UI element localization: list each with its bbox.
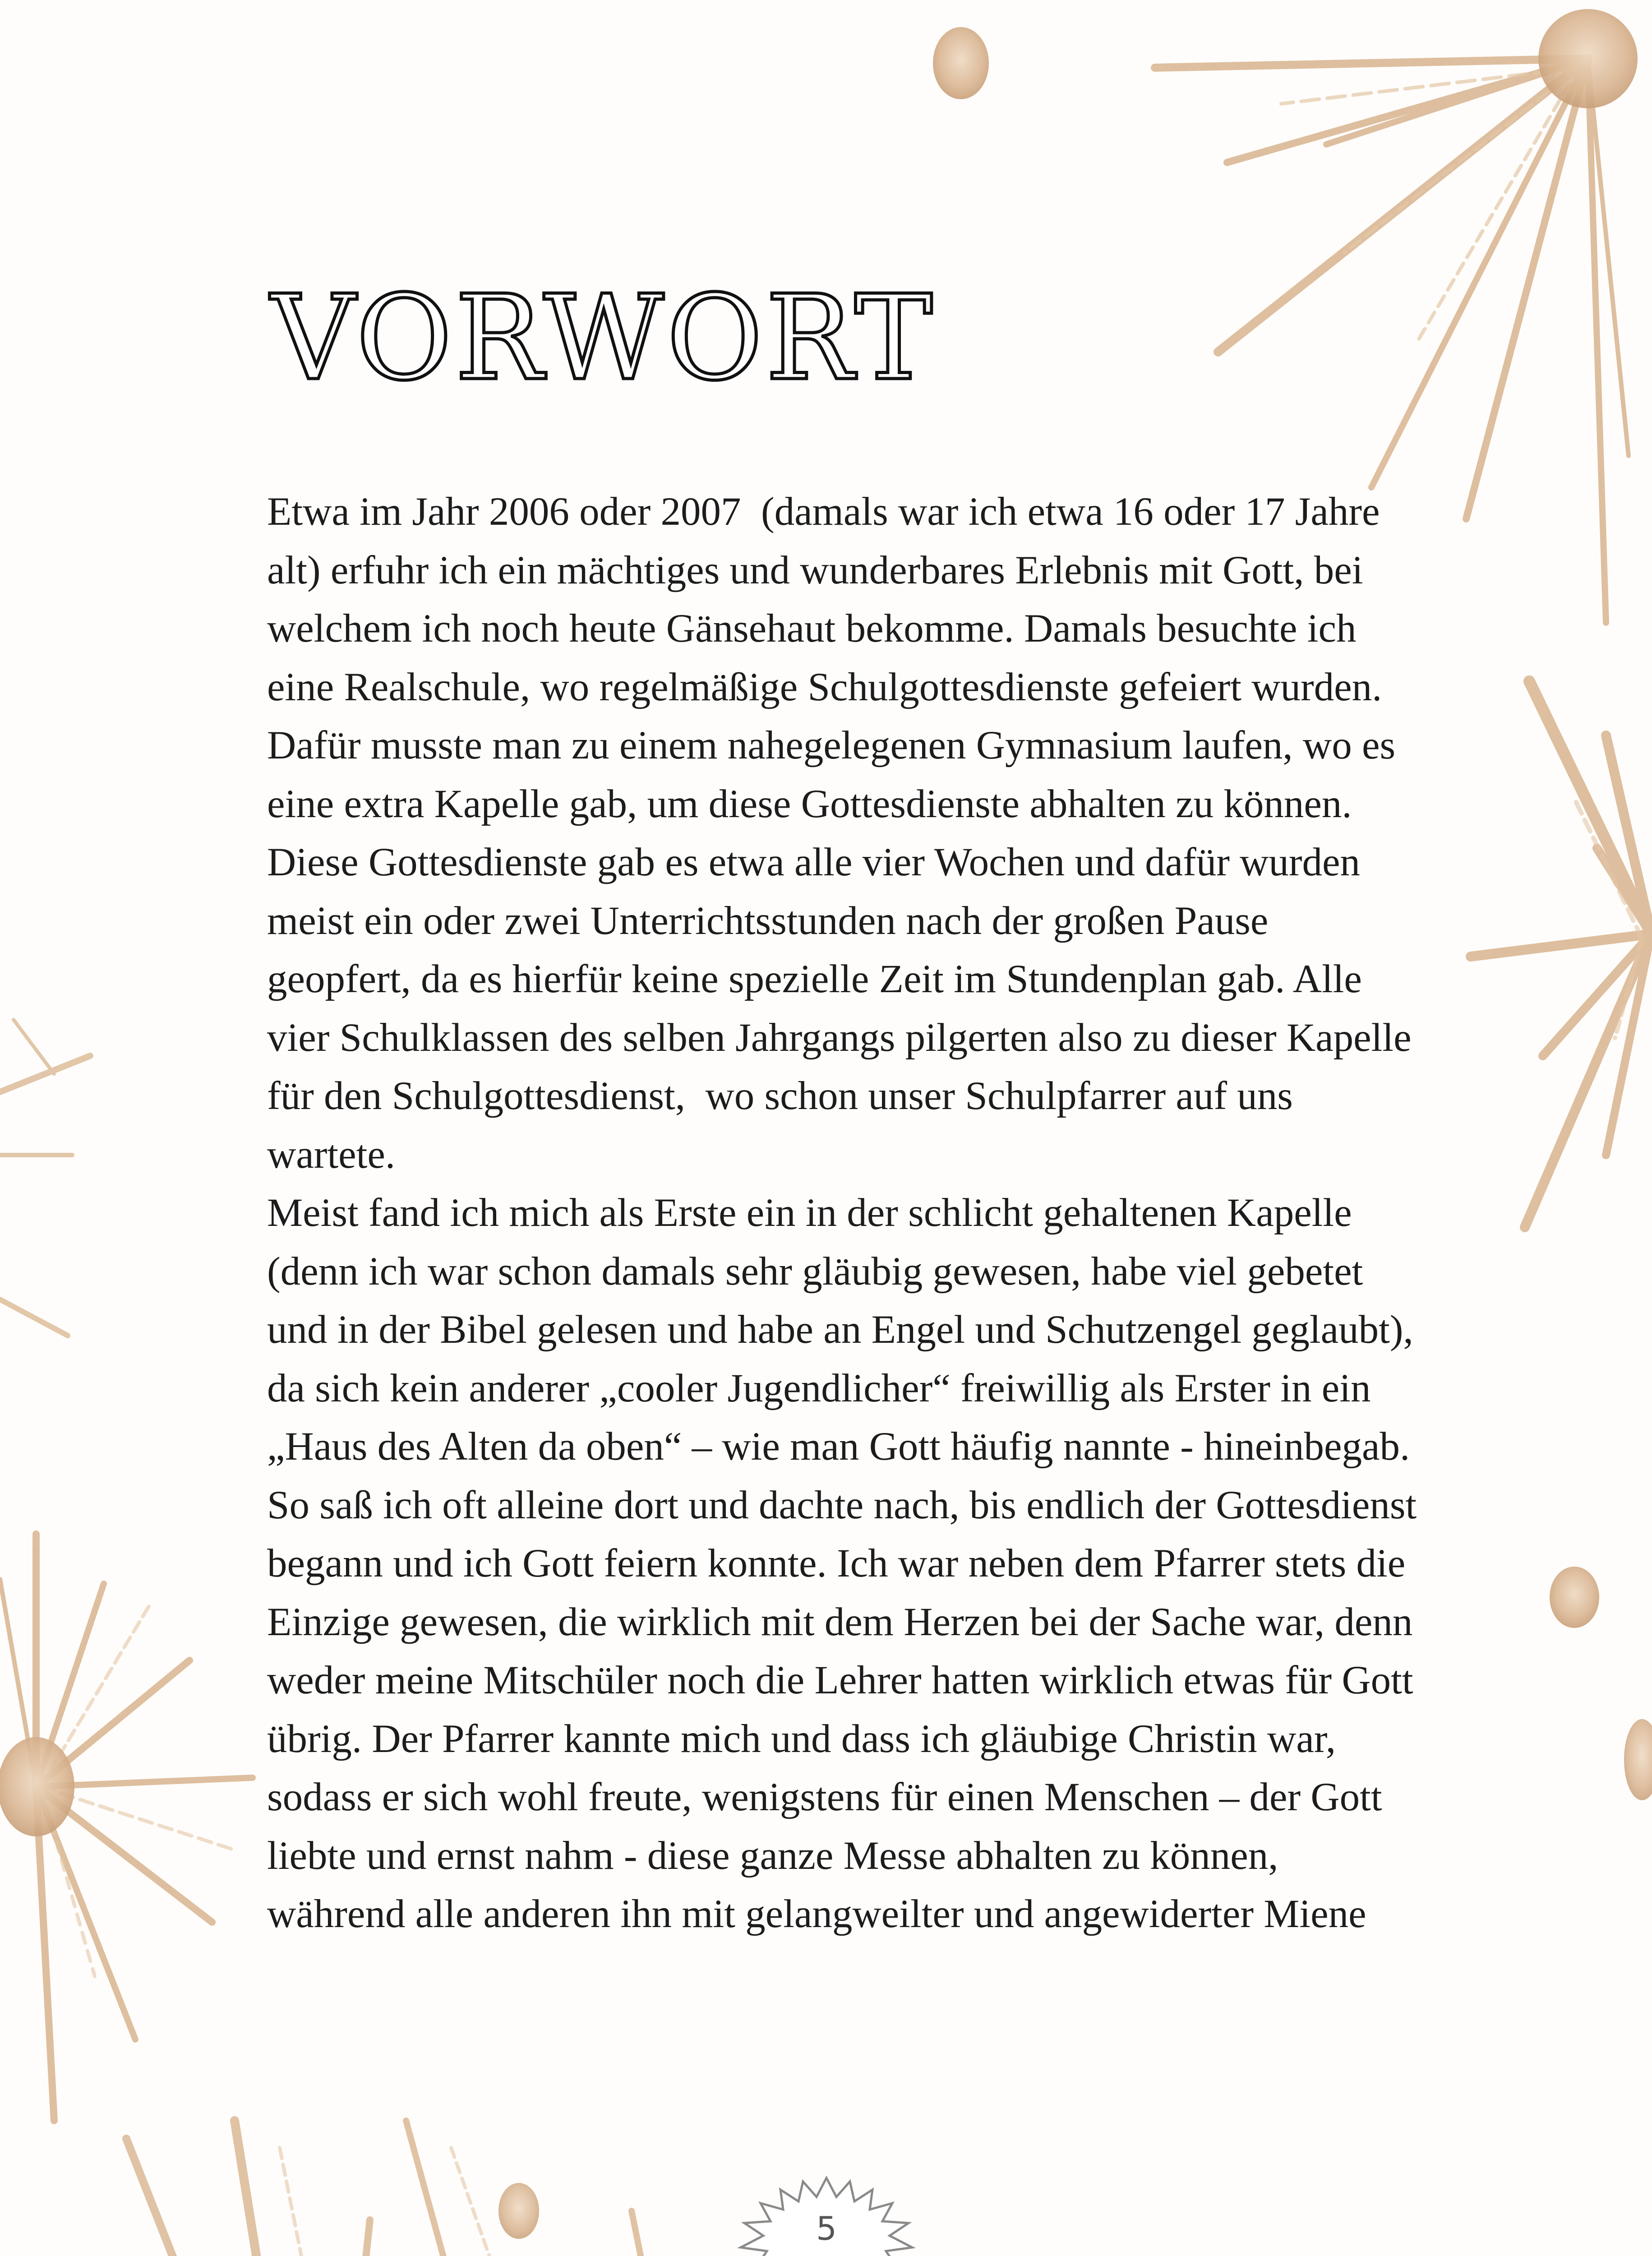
body-text	[267, 483, 1427, 1944]
paragraph-1: Etwa im Jahr 2006 oder 2007 (damals war ich etwa 16 oder 17 Jahre alt) erfuhr ich ein mächtiges und wunderbares Erlebnis mit Gott, bei welchem ich noch heute Gänsehaut bekomme. Damals besuchte ich eine Realschule, wo regelmäßige Schulgottesdienste gefeiert wurden. Dafür musste man zu einem nahegelegenen Gymnasium laufen, wo es eine extra Kapelle gab, um diese Gottesdienste abhalten zu können. Diese Gottesdienste gab es etwa alle vier Wochen und dafür wurden meist ein oder zwei Unterrichtsstunden nach der großen Pause geopfert, da es hierfür keine spezielle Zeit im Stundenplan gab. Alle vier Schulklassen des selben Jahrgangs pilgerten also zu dieser Kapelle für den Schulgottesdienst, wo schon unser Schulpfarrer auf uns wartete.	[267, 490, 1421, 1177]
page-number: 5	[816, 2210, 837, 2247]
page-title: VORWORT	[271, 270, 936, 407]
paragraph-2: Meist fand ich mich als Erste ein in der schlicht gehaltenen Kapelle (denn ich war schon damals sehr gläubig gewesen, habe viel gebetet und in der Bibel gelesen und habe an Engel und Schutzengel geglaubt), da sich kein anderer „cooler Jugendlicher“ freiwillig als Erster in ein „Haus des Alten da oben“ – wie man Gott häufig nannte - hineinbegab. So saß ich oft alleine dort und dachte nach, bis endlich der Gottesdienst begann und ich Gott feiern konnte. Ich war neben dem Pfarrer stets die Einzige gewesen, die wirklich mit dem Herzen bei der Sache war, denn weder meine Mitschüler noch die Lehrer hatten wirklich etwas für Gott übrig. Der Pfarrer kannte mich und dass ich gläubige Christin war, sodass er sich wohl freute, wenigstens für einen Menschen – der Gott liebte und ernst nahm - diese ganze Messe abhalten zu können, während alle anderen ihn mit gelangweilter und angewiderter Miene	[267, 1191, 1427, 1936]
page-number-badge	[732, 2173, 921, 2256]
